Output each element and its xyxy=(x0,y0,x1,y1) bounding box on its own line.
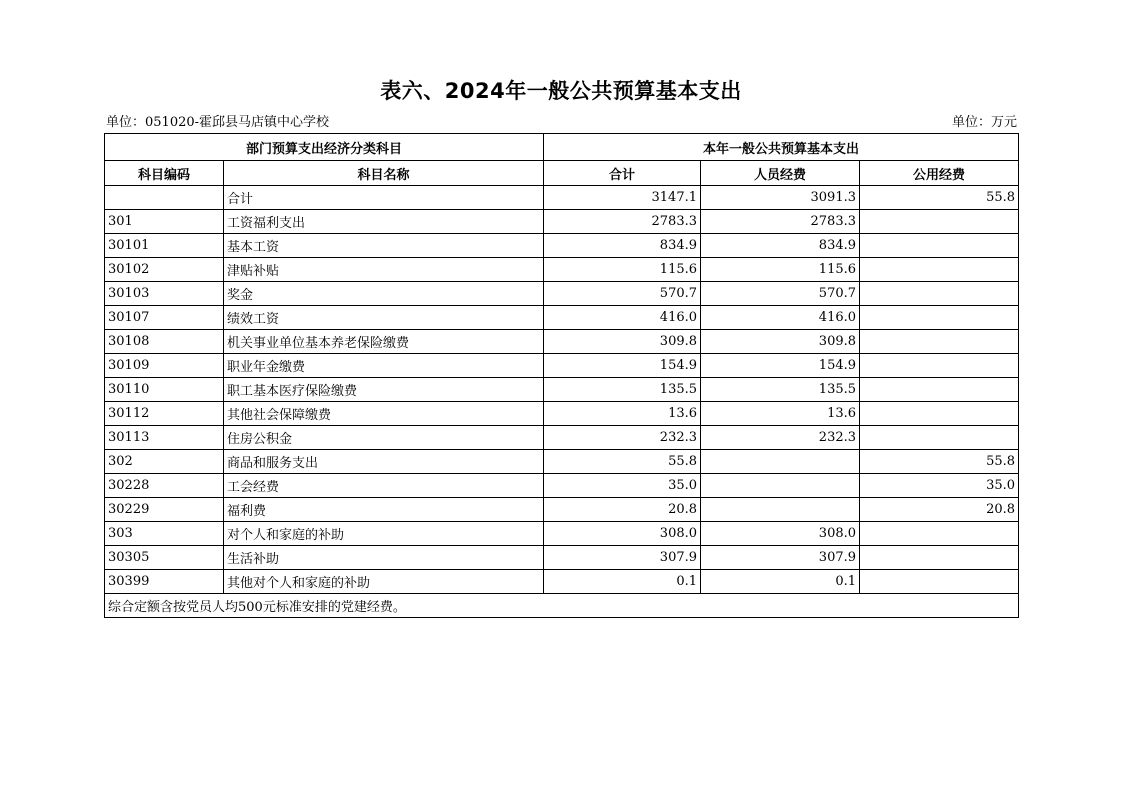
cell-code: 30109 xyxy=(105,354,224,378)
table-row xyxy=(105,258,1019,282)
column-header-total: 合计 xyxy=(544,161,701,186)
cell-code: 30102 xyxy=(105,258,224,282)
cell-total: 232.3 xyxy=(544,426,701,450)
table-column-header-row xyxy=(105,161,1019,186)
cell-name: 商品和服务支出 xyxy=(224,450,544,474)
column-header-public: 公用经费 xyxy=(860,161,1019,186)
cell-name: 福利费 xyxy=(224,498,544,522)
cell-name: 奖金 xyxy=(224,282,544,306)
cell-public xyxy=(860,234,1019,258)
cell-code: 30113 xyxy=(105,426,224,450)
cell-personnel: 3091.3 xyxy=(701,186,860,210)
table-row xyxy=(105,210,1019,234)
table-row xyxy=(105,354,1019,378)
table-note: 综合定额含按党员人均500元标准安排的党建经费。 xyxy=(105,594,1019,618)
cell-public xyxy=(860,306,1019,330)
cell-personnel: 834.9 xyxy=(701,234,860,258)
cell-public xyxy=(860,378,1019,402)
table-note-row xyxy=(105,594,1019,618)
cell-code: 302 xyxy=(105,450,224,474)
cell-personnel: 416.0 xyxy=(701,306,860,330)
cell-personnel: 309.8 xyxy=(701,330,860,354)
cell-name: 基本工资 xyxy=(224,234,544,258)
cell-code: 30229 xyxy=(105,498,224,522)
cell-code: 30305 xyxy=(105,546,224,570)
cell-public xyxy=(860,330,1019,354)
cell-name: 其他对个人和家庭的补助 xyxy=(224,570,544,594)
cell-public xyxy=(860,282,1019,306)
cell-total: 20.8 xyxy=(544,498,701,522)
cell-total: 3147.1 xyxy=(544,186,701,210)
group-header-classification: 部门预算支出经济分类科目 xyxy=(105,134,544,161)
budget-table xyxy=(104,133,1019,618)
cell-total: 570.7 xyxy=(544,282,701,306)
cell-personnel: 307.9 xyxy=(701,546,860,570)
column-header-personnel: 人员经费 xyxy=(701,161,860,186)
table-row xyxy=(105,450,1019,474)
cell-public xyxy=(860,210,1019,234)
table-row xyxy=(105,282,1019,306)
table-row xyxy=(105,522,1019,546)
table-row xyxy=(105,426,1019,450)
table-group-header-row xyxy=(105,134,1019,161)
column-header-name: 科目名称 xyxy=(224,161,544,186)
cell-code xyxy=(105,186,224,210)
cell-total: 308.0 xyxy=(544,522,701,546)
cell-total: 307.9 xyxy=(544,546,701,570)
cell-public xyxy=(860,426,1019,450)
unit-organization-label: 单位：051020-霍邱县马店镇中心学校 xyxy=(106,115,330,130)
cell-total: 416.0 xyxy=(544,306,701,330)
cell-total: 154.9 xyxy=(544,354,701,378)
cell-total: 2783.3 xyxy=(544,210,701,234)
column-header-code: 科目编码 xyxy=(105,161,224,186)
cell-personnel: 154.9 xyxy=(701,354,860,378)
cell-name: 住房公积金 xyxy=(224,426,544,450)
cell-name: 绩效工资 xyxy=(224,306,544,330)
table-row xyxy=(105,570,1019,594)
cell-public xyxy=(860,258,1019,282)
cell-total: 309.8 xyxy=(544,330,701,354)
cell-personnel: 2783.3 xyxy=(701,210,860,234)
group-header-expenditure: 本年一般公共预算基本支出 xyxy=(544,134,1019,161)
table-row xyxy=(105,306,1019,330)
cell-total: 0.1 xyxy=(544,570,701,594)
cell-public xyxy=(860,546,1019,570)
cell-name: 机关事业单位基本养老保险缴费 xyxy=(224,330,544,354)
cell-public: 55.8 xyxy=(860,450,1019,474)
cell-total: 115.6 xyxy=(544,258,701,282)
cell-name: 生活补助 xyxy=(224,546,544,570)
cell-name: 职工基本医疗保险缴费 xyxy=(224,378,544,402)
cell-name: 职业年金缴费 xyxy=(224,354,544,378)
cell-code: 30108 xyxy=(105,330,224,354)
table-row xyxy=(105,330,1019,354)
cell-code: 303 xyxy=(105,522,224,546)
table-row xyxy=(105,474,1019,498)
cell-public: 20.8 xyxy=(860,498,1019,522)
cell-personnel xyxy=(701,474,860,498)
table-row xyxy=(105,546,1019,570)
cell-total: 13.6 xyxy=(544,402,701,426)
cell-code: 30101 xyxy=(105,234,224,258)
cell-personnel: 232.3 xyxy=(701,426,860,450)
cell-personnel: 115.6 xyxy=(701,258,860,282)
unit-currency-label: 单位：万元 xyxy=(951,115,1017,130)
cell-name: 其他社会保障缴费 xyxy=(224,402,544,426)
cell-public xyxy=(860,522,1019,546)
cell-personnel xyxy=(701,450,860,474)
cell-code: 30228 xyxy=(105,474,224,498)
cell-code: 30110 xyxy=(105,378,224,402)
cell-code: 30399 xyxy=(105,570,224,594)
cell-public: 55.8 xyxy=(860,186,1019,210)
page-title: 表六、2024年一般公共预算基本支出 xyxy=(380,79,742,103)
cell-public xyxy=(860,354,1019,378)
cell-public xyxy=(860,402,1019,426)
cell-name: 津贴补贴 xyxy=(224,258,544,282)
cell-name: 合计 xyxy=(224,186,544,210)
cell-code: 30107 xyxy=(105,306,224,330)
cell-personnel: 13.6 xyxy=(701,402,860,426)
cell-name: 工会经费 xyxy=(224,474,544,498)
table-row xyxy=(105,234,1019,258)
table-row xyxy=(105,186,1019,210)
table-row xyxy=(105,498,1019,522)
table-body xyxy=(105,186,1019,594)
cell-code: 30112 xyxy=(105,402,224,426)
cell-total: 35.0 xyxy=(544,474,701,498)
cell-name: 对个人和家庭的补助 xyxy=(224,522,544,546)
table-row xyxy=(105,402,1019,426)
cell-personnel: 308.0 xyxy=(701,522,860,546)
cell-total: 55.8 xyxy=(544,450,701,474)
cell-code: 30103 xyxy=(105,282,224,306)
table-row xyxy=(105,378,1019,402)
cell-personnel: 570.7 xyxy=(701,282,860,306)
cell-name: 工资福利支出 xyxy=(224,210,544,234)
cell-personnel: 0.1 xyxy=(701,570,860,594)
cell-public xyxy=(860,570,1019,594)
cell-total: 834.9 xyxy=(544,234,701,258)
cell-total: 135.5 xyxy=(544,378,701,402)
cell-public: 35.0 xyxy=(860,474,1019,498)
cell-personnel: 135.5 xyxy=(701,378,860,402)
cell-code: 301 xyxy=(105,210,224,234)
cell-personnel xyxy=(701,498,860,522)
